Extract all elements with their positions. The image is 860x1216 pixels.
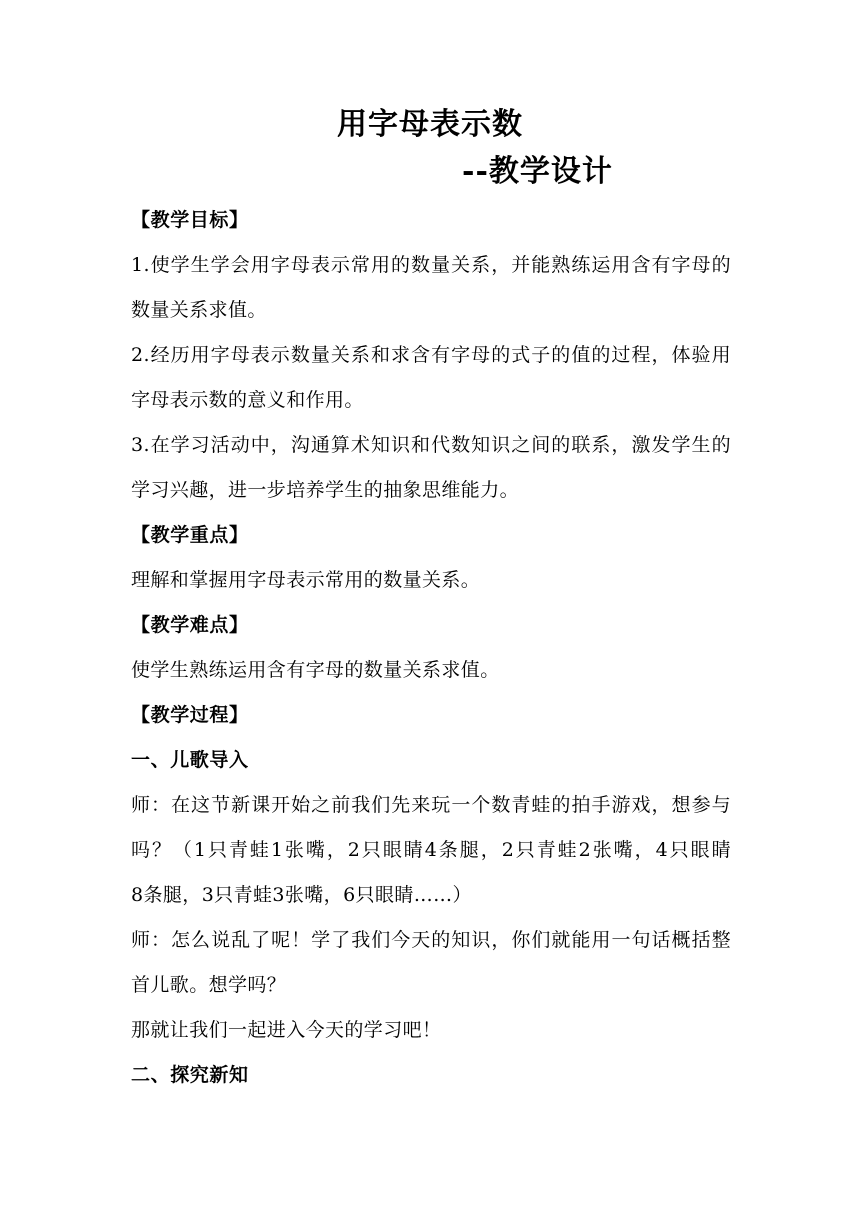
objective-1-line-2: 数量关系求值。 bbox=[131, 299, 267, 321]
objective-2-line-1: 2.经历用字母表示数量关系和求含有字母的式子的值的过程，体验用 bbox=[131, 344, 731, 366]
part-1-paragraph-3: 那就让我们一起进入今天的学习吧！ bbox=[131, 1019, 442, 1041]
part-1-paragraph-1-line-1: 师：在这节新课开始之前我们先来玩一个数青蛙的拍手游戏，想参与 bbox=[131, 794, 731, 816]
difficulty-text: 使学生熟练运用含有字母的数量关系求值。 bbox=[131, 659, 500, 681]
part-2-heading: 二、探究新知 bbox=[131, 1064, 249, 1086]
process-heading: 【教学过程】 bbox=[131, 704, 249, 726]
objective-1-line-1: 1.使学生学会用字母表示常用的数量关系，并能熟练运用含有字母的 bbox=[131, 254, 731, 276]
part-1-heading: 一、儿歌导入 bbox=[131, 749, 249, 771]
part-1-paragraph-2-line-1: 师：怎么说乱了呢！学了我们今天的知识，你们就能用一句话概括整 bbox=[131, 929, 731, 951]
objectives-heading: 【教学目标】 bbox=[131, 209, 249, 231]
document-title: 用字母表示数 bbox=[337, 107, 523, 142]
key-point-text: 理解和掌握用字母表示常用的数量关系。 bbox=[131, 569, 481, 591]
difficulty-heading: 【教学难点】 bbox=[131, 614, 249, 636]
part-1-paragraph-1-line-2: 吗？（1只青蛙1张嘴，2只眼睛4条腿，2只青蛙2张嘴，4只眼睛 bbox=[131, 839, 731, 861]
objective-3-line-1: 3.在学习活动中，沟通算术知识和代数知识之间的联系，激发学生的 bbox=[131, 434, 731, 456]
part-1-paragraph-2-line-2: 首儿歌。想学吗？ bbox=[131, 974, 287, 996]
key-point-heading: 【教学重点】 bbox=[131, 524, 249, 546]
objective-2-line-2: 字母表示数的意义和作用。 bbox=[131, 389, 364, 411]
document-subtitle: --教学设计 bbox=[462, 154, 613, 189]
document-body bbox=[131, 198, 731, 1098]
objective-3-line-2: 学习兴趣，进一步培养学生的抽象思维能力。 bbox=[131, 479, 520, 501]
part-1-paragraph-1-line-3: 8条腿，3只青蛙3张嘴，6只眼睛……） bbox=[131, 884, 472, 906]
